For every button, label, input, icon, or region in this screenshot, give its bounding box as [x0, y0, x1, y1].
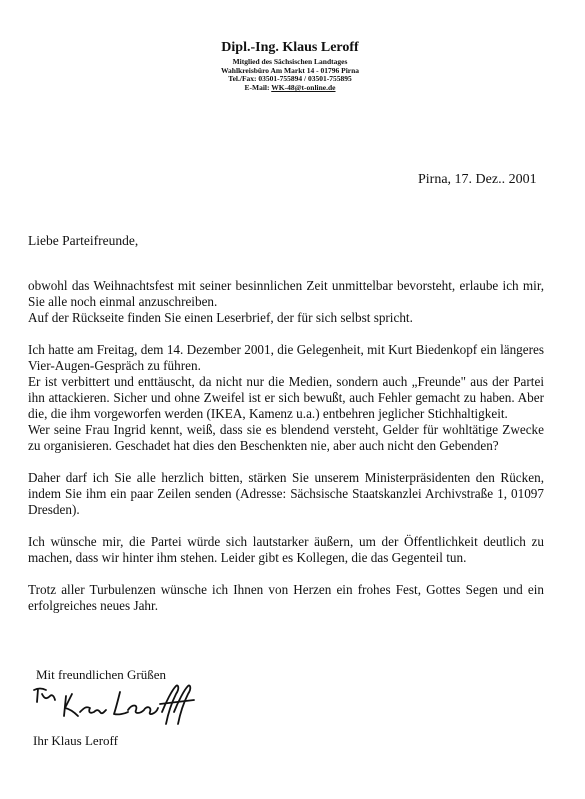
sender-email-link[interactable]: WK-48@t-online.de [271, 82, 336, 92]
handwritten-signature [28, 682, 198, 727]
letterhead [190, 40, 390, 93]
sender-phone: Tel./Fax: 03501-755894 / 03501-755895 [228, 74, 352, 84]
paragraph-2c: Wer seine Frau Ingrid kennt, weiß, dass sie es blendend versteht, Gelder für wohltätige Zwecke zu organisieren. Geschadet hat dies den Beschenkten nie, aber auch nicht den Gebenden? [28, 422, 544, 453]
salutation: Liebe Parteifreunde, [28, 233, 139, 248]
closing: Mit freundlichen Grüßen [36, 667, 166, 682]
paragraph-2a: Ich hatte am Freitag, dem 14. Dezember 2001, die Gelegenheit, mit Kurt Biedenkopf ein längeres Vier-Augen-Gespräch zu führen. [28, 342, 544, 373]
sender-email-label: E-Mail: [244, 82, 270, 92]
sender-role: Mitglied des Sächsischen Landtages [232, 57, 348, 67]
letter-body [28, 278, 544, 630]
sender-name: Dipl.-Ing. Klaus Leroff [221, 40, 359, 55]
sender-email-line [190, 84, 390, 93]
paragraph-2b: Er ist verbittert und enttäuscht, da nicht nur die Medien, sondern auch „Freunde" aus der Partei ihn attackieren. Sicher und ohne Zweifel ist er sich bewußt, auch Fehler gemacht zu haben. Aber die, die ihm vorgeworfen werden (IKEA, Kamenz u.a.) entbehren jeglicher Stichhaltigkeit. [28, 374, 544, 421]
paragraph-4: Ich wünsche mir, die Partei würde sich lautstarker äußern, um der Öffentlichkeit deutlich zu machen, dass wir hinter ihm stehen. Leider gibt es Kollegen, die das Gegenteil tun. [28, 534, 544, 565]
paragraph-3: Daher darf ich Sie alle herzlich bitten, stärken Sie unserem Ministerpräsidenten den Rücken, indem Sie ihm ein paar Zeilen senden (Adresse: Sächsische Staatskanzlei Archivstraße 1, 01097 Dresden). [28, 470, 544, 517]
paragraph-1b: Auf der Rückseite finden Sie einen Leserbrief, der für sich selbst spricht. [28, 310, 413, 325]
signer-name: Ihr Klaus Leroff [33, 733, 118, 748]
paragraph-5: Trotz aller Turbulenzen wünsche ich Ihnen von Herzen ein frohes Fest, Gottes Segen und ein erfolgreiches neues Jahr. [28, 582, 544, 613]
sender-office-address: Wahlkreisbüro Am Markt 14 - 01796 Pirna [220, 65, 360, 75]
letter-date: Pirna, 17. Dez.. 2001 [418, 172, 537, 187]
paragraph-1a: obwohl das Weihnachtsfest mit seiner besinnlichen Zeit unmittelbar bevorsteht, erlaube ich mir, Sie alle noch einmal anzuschreiben. [28, 278, 544, 309]
